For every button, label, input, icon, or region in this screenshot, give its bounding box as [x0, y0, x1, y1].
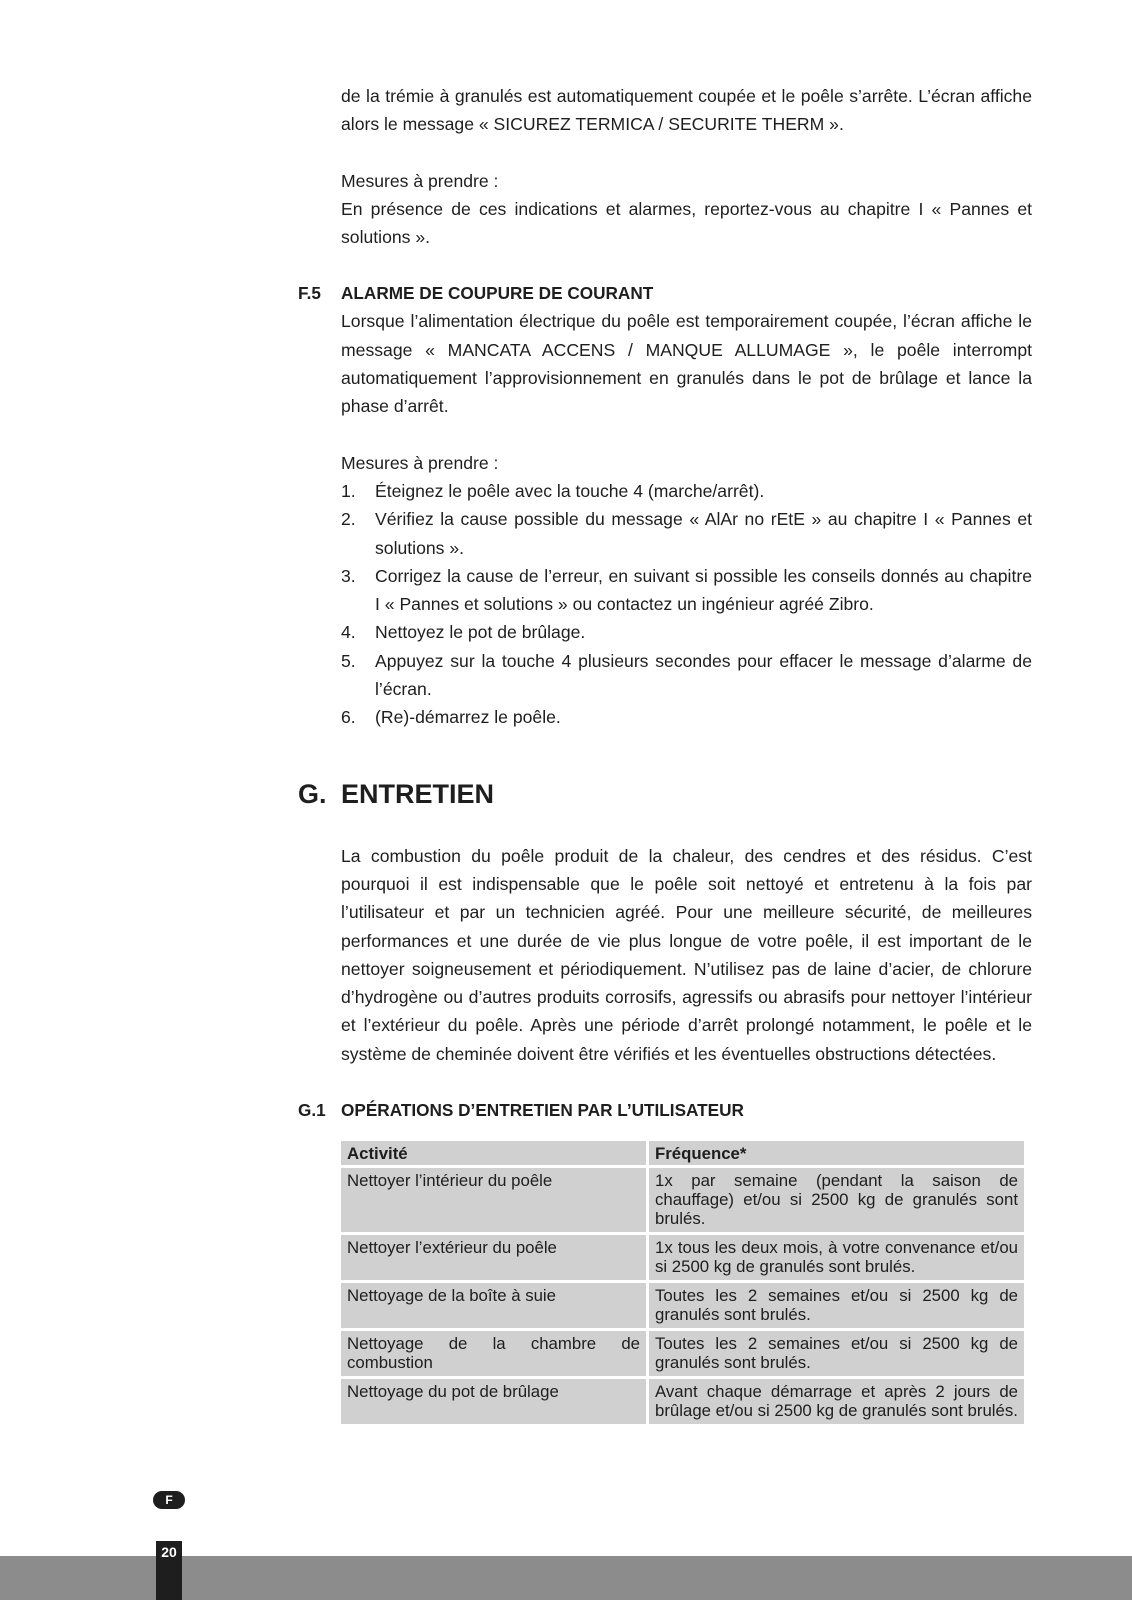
list-item [341, 562, 1032, 619]
list-item-text: Éteignez le poêle avec la touche 4 (marche/arrêt). [375, 480, 765, 501]
cell-frequency: Toutes les 2 semaines et/ou si 2500 kg de granulés sont brulés. [649, 1283, 1024, 1328]
list-item-number: 4. [341, 622, 356, 643]
measures-label: Mesures à prendre : [341, 452, 499, 473]
section-number: G.1 [298, 1100, 326, 1121]
column-header-activity: Activité [341, 1141, 646, 1165]
section-paragraph: Lorsque l’alimentation électrique du poêle est temporairement coupée, l’écran affiche le message « MANCATA ACCENS / MANQUE ALLUMAGE », le poêle interrompt automatiquement l’approvisionnement en granulés dans le pot de brûlage et lance la phase d’arrêt. [341, 311, 1032, 417]
table-body [341, 1168, 1024, 1424]
section-heading [298, 279, 1032, 307]
list-item-text: (Re)-démarrez le poêle. [375, 707, 561, 728]
section-title: ALARME DE COUPURE DE COURANT [341, 283, 654, 304]
table-row [341, 1235, 1024, 1280]
list-item-number: 3. [341, 565, 356, 586]
list-item-text: Nettoyez le pot de brûlage. [375, 622, 586, 643]
language-badge: F [153, 1491, 185, 1509]
table-row [341, 1168, 1024, 1232]
chapter-title: ENTRETIEN [341, 778, 495, 809]
chapter-number: G. [298, 778, 327, 809]
section-f5 [298, 279, 1032, 731]
table-header-row [341, 1141, 1024, 1165]
section-number: F.5 [298, 283, 321, 304]
cell-activity: Nettoyage du pot de brûlage [341, 1379, 646, 1424]
list-item [341, 647, 1032, 704]
table-row [341, 1379, 1024, 1424]
table-row [341, 1283, 1024, 1328]
measures-label: Mesures à prendre : [341, 170, 499, 191]
cell-frequency: Toutes les 2 semaines et/ou si 2500 kg de granulés sont brulés. [649, 1331, 1024, 1376]
cell-activity: Nettoyage de la boîte à suie [341, 1283, 646, 1328]
intro-section [298, 82, 1032, 251]
list-item [341, 703, 1032, 731]
cell-frequency: Avant chaque démarrage et après 2 jours de brûlage et/ou si 2500 kg de granulés sont brulés. [649, 1379, 1024, 1424]
page-content [298, 82, 1032, 1427]
list-item-text: Corrigez la cause de l’erreur, en suivant si possible les conseils donnés au chapitre I « Pannes et solutions » ou contactez un ingénieur agréé Zibro. [375, 565, 1032, 615]
list-item-number: 1. [341, 480, 356, 501]
page-number: 20 [156, 1541, 182, 1600]
list-item [341, 477, 1032, 505]
section-g [298, 842, 1032, 1068]
cell-frequency: 1x par semaine (pendant la saison de chauffage) et/ou si 2500 kg de granulés sont brulés. [649, 1168, 1024, 1232]
intro-paragraph: de la trémie à granulés est automatiquement coupée et le poêle s’arrête. L’écran affiche alors le message « SICUREZ TERMICA / SECURITE THERM ». [341, 86, 1032, 135]
column-header-frequency: Fréquence* [649, 1141, 1024, 1165]
section-title: OPÉRATIONS D’ENTRETIEN PAR L’UTILISATEUR [341, 1100, 744, 1121]
table-row [341, 1331, 1024, 1376]
cell-frequency: 1x tous les deux mois, à votre convenance et/ou si 2500 kg de granulés sont brulés. [649, 1235, 1024, 1280]
list-item [341, 505, 1032, 562]
chapter-heading [298, 776, 1032, 812]
intro-paragraph-2: En présence de ces indications et alarmes, reportez-vous au chapitre I « Pannes et solutions ». [341, 198, 1032, 248]
cell-activity: Nettoyage de la chambre de combustion [341, 1331, 646, 1376]
cell-activity: Nettoyer l’extérieur du poêle [341, 1235, 646, 1280]
section-heading [298, 1096, 1032, 1124]
list-item-number: 2. [341, 509, 356, 530]
list-item-text: Appuyez sur la touche 4 plusieurs secondes pour effacer le message d’alarme de l’écran. [375, 650, 1032, 700]
steps-list [298, 477, 1032, 732]
chapter-paragraph: La combustion du poêle produit de la chaleur, des cendres et des résidus. C’est pourquoi il est indispensable que le poêle soit nettoyé et entretenu à la fois par l’utilisateur et par un technicien agréé. Pour une meilleure sécurité, de meilleures performances et une durée de vie plus longue de votre poêle, il est important de le nettoyer soigneusement et périodiquement. N’utilisez pas de laine d’acier, de chlorure d’hydrogène ou d’autres produits corrosifs, agressifs ou abrasifs pour nettoyer l’intérieur et l’extérieur du poêle. Après une période d’arrêt prolongé notamment, le poêle et le système de cheminée doivent être vérifiés et les éventuelles obstructions détectées. [341, 845, 1032, 1064]
list-item [341, 618, 1032, 646]
section-g1 [298, 1096, 1032, 1427]
list-item-number: 6. [341, 707, 356, 728]
cell-activity: Nettoyer l’intérieur du poêle [341, 1168, 646, 1232]
list-item-text: Vérifiez la cause possible du message « AlAr no rEtE » au chapitre I « Pannes et solutions ». [375, 509, 1032, 558]
list-item-number: 5. [341, 650, 356, 671]
maintenance-table [338, 1138, 1027, 1427]
